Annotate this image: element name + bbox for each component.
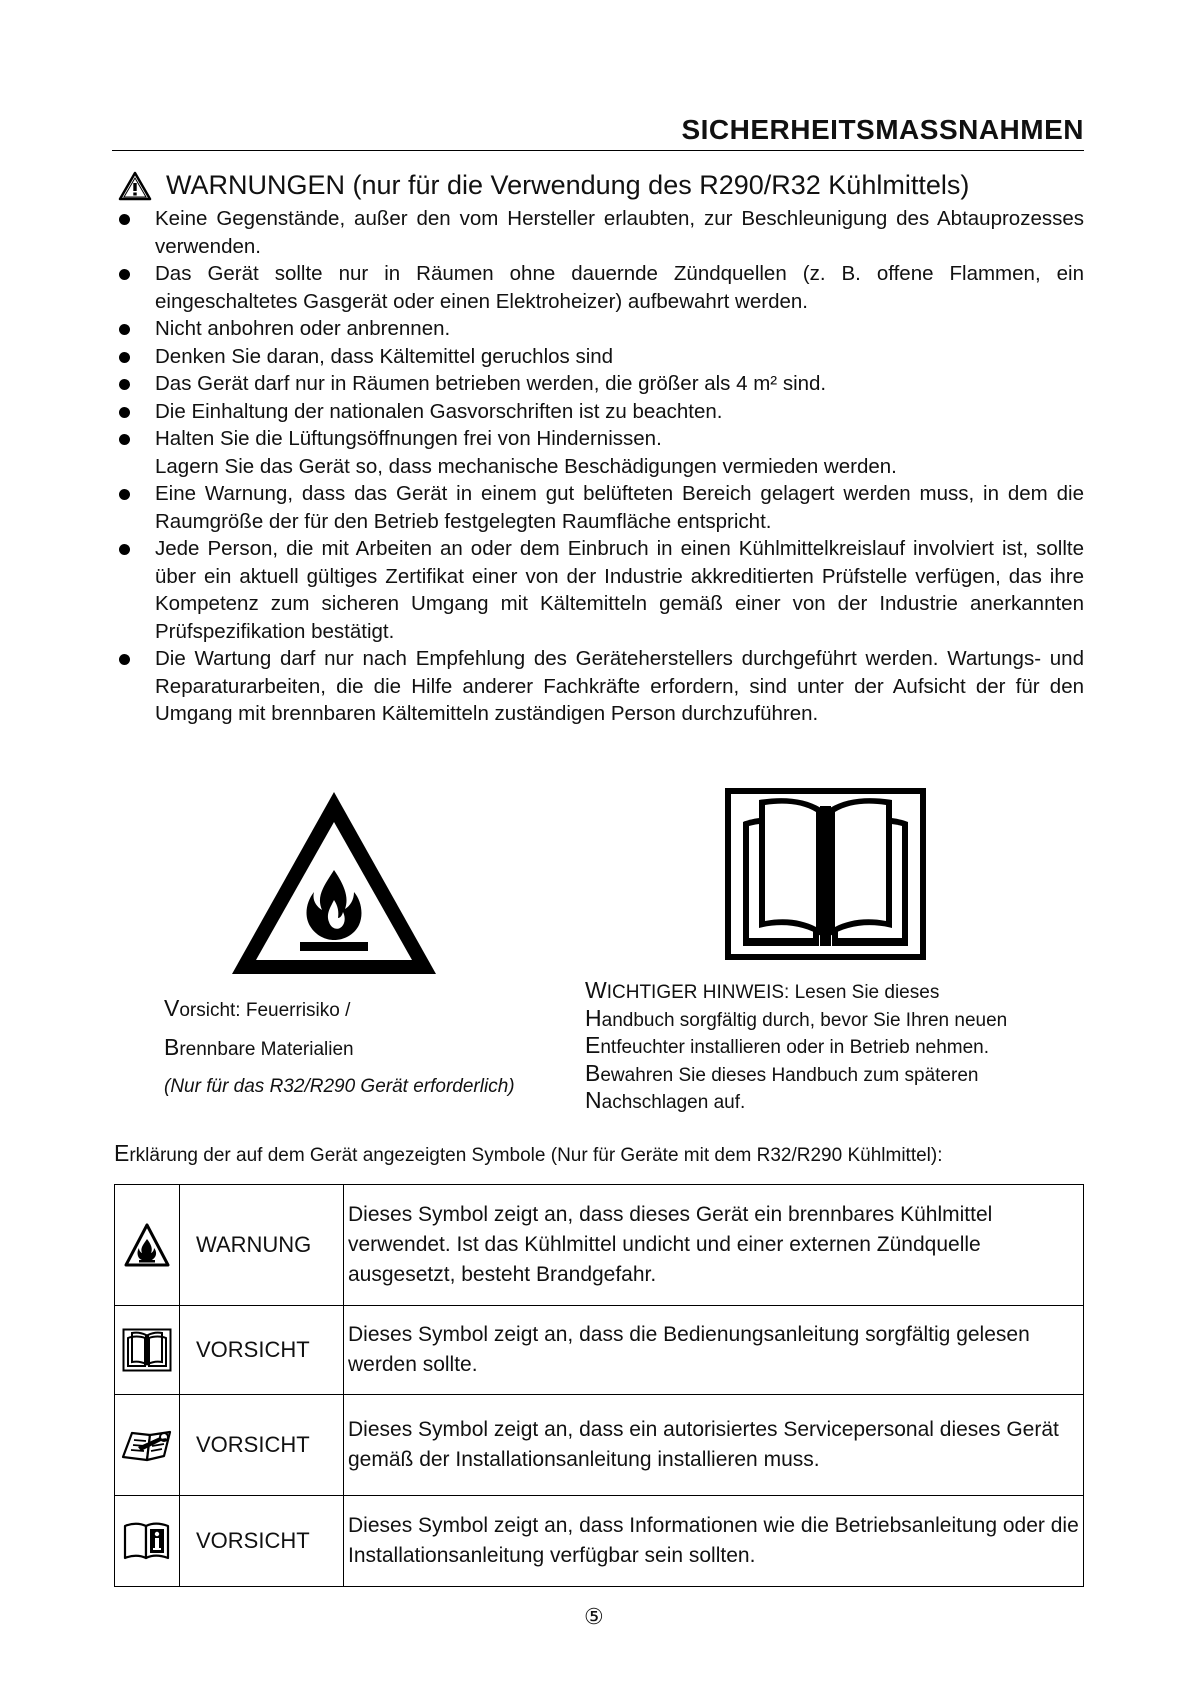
page-number: ⑤ [584, 1604, 604, 1629]
list-item: Eine Warnung, dass das Gerät in einem gut belüfteten Bereich gelagert werden muss, in dem die Raumgröße der für den Betrieb festgelegten Raumfläche entspricht. [112, 480, 1084, 535]
list-item: Jede Person, die mit Arbeiten an oder dem Einbruch in einen Kühlmittelkreislauf involviert ist, sollte über ein aktuell gültiges Zertifikat einer von der Industrie akkreditierten Prüfstelle verfügen, das ihre Kompetenz zum sicheren Umgang mit Kältemitteln gemäß einer von der Industrie anerkannten Prüfspezifikation bestätigt. [112, 535, 1084, 645]
header-divider [112, 150, 1084, 151]
symbol-description: Dieses Symbol zeigt an, dass ein autorisiertes Servicepersonal dieses Gerät gemäß der Installationsanleitung installieren muss. [344, 1395, 1084, 1496]
symbol-description: Dieses Symbol zeigt an, dass dieses Gerät ein brennbares Kühlmittel verwendet. Ist das Kühlmittel undicht und einer externen Zündquelle ausgesetzt, besteht Brandgefahr. [344, 1185, 1084, 1306]
bullet-icon [119, 379, 130, 390]
bullet-icon [119, 407, 130, 418]
bullet-icon [119, 214, 130, 225]
table-row [115, 1496, 1084, 1587]
list-item: Denken Sie daran, dass Kältemittel geruchlos sind [112, 343, 1084, 371]
bullet-icon [119, 434, 130, 445]
list-item-continuation: Lagern Sie das Gerät so, dass mechanische Beschädigungen vermieden werden. [155, 454, 897, 478]
fire-risk-warning-icon [228, 788, 440, 978]
bullet-icon [119, 352, 130, 363]
flammable-warning-icon [124, 1223, 170, 1267]
list-item: Die Einhaltung der nationalen Gasvorschriften ist zu beachten. [112, 398, 1084, 426]
warnings-heading [118, 170, 969, 201]
bullet-icon [119, 269, 130, 280]
bullet-icon [119, 544, 130, 555]
list-item: Das Gerät sollte nur in Räumen ohne dauernde Zündquellen (z. B. offene Flammen, ein eingeschaltetes Gasgerät oder einen Elektroheizer) aufbewahrt werden. [112, 260, 1084, 315]
list-item: Halten Sie die Lüftungsöffnungen frei von Hindernissen. [112, 425, 1084, 453]
list-item: Keine Gegenstände, außer den vom Hersteller erlaubten, zur Beschleunigung des Abtauprozesses verwenden. [112, 205, 1084, 260]
list-item: Die Wartung darf nur nach Empfehlung des Geräteherstellers durchgeführt werden. Wartungs- und Reparaturarbeiten, die die Hilfe anderer Fachkräfte erfordern, sind unter der Aufsicht der für den Umgang mit brennbaren Kältemitteln zuständigen Person durchzuführen. [112, 645, 1084, 728]
page-title: SICHERHEITSMASSNAHMEN [681, 114, 1084, 145]
open-book-manual-icon [723, 786, 928, 962]
symbols-table [114, 1184, 1084, 1587]
list-item: Das Gerät darf nur in Räumen betrieben werden, die größer als 4 m² sind. [112, 370, 1084, 398]
signal-word: VORSICHT [180, 1496, 344, 1587]
warnings-heading-text: WARNUNGEN (nur für die Verwendung des R290/R32 Kühlmittels) [166, 170, 970, 200]
signal-word: WARNUNG [180, 1185, 344, 1306]
bullet-icon [119, 324, 130, 335]
symbol-description: Dieses Symbol zeigt an, dass die Bedienungsanleitung sorgfältig gelesen werden sollte. [344, 1306, 1084, 1395]
warnings-list [112, 205, 1084, 728]
important-notice-caption: WICHTIGER HINWEIS: Lesen Sie dieses Handbuch sorgfältig durch, bevor Sie Ihren neuen Entfeuchter installieren oder in Betrieb nehmen. Bewahren Sie dieses Handbuch zum späteren Nachschlagen auf. [585, 977, 1008, 1113]
symbol-description: Dieses Symbol zeigt an, dass Informationen wie die Betriebsanleitung oder die Installationsanleitung verfügbar sein sollten. [344, 1496, 1084, 1587]
info-manual-icon [122, 1520, 172, 1562]
signal-word: VORSICHT [180, 1395, 344, 1496]
bullet-icon [119, 654, 130, 665]
symbols-intro: Erklärung der auf dem Gerät angezeigten Symbole (Nur für Geräte mit dem R32/R290 Kühlmittel): [114, 1140, 943, 1166]
manual-book-icon [122, 1328, 172, 1372]
table-row [115, 1306, 1084, 1395]
service-manual-icon [120, 1425, 174, 1465]
table-row [115, 1395, 1084, 1496]
fire-risk-caption: Vorsicht: Feuerrisiko / Brennbare Materialien (Nur für das R32/R290 Gerät erforderlich) [164, 995, 515, 1097]
bullet-icon [119, 489, 130, 500]
warning-triangle-icon [118, 171, 152, 201]
list-item: Nicht anbohren oder anbrennen. [112, 315, 1084, 343]
table-row [115, 1185, 1084, 1306]
signal-word: VORSICHT [180, 1306, 344, 1395]
